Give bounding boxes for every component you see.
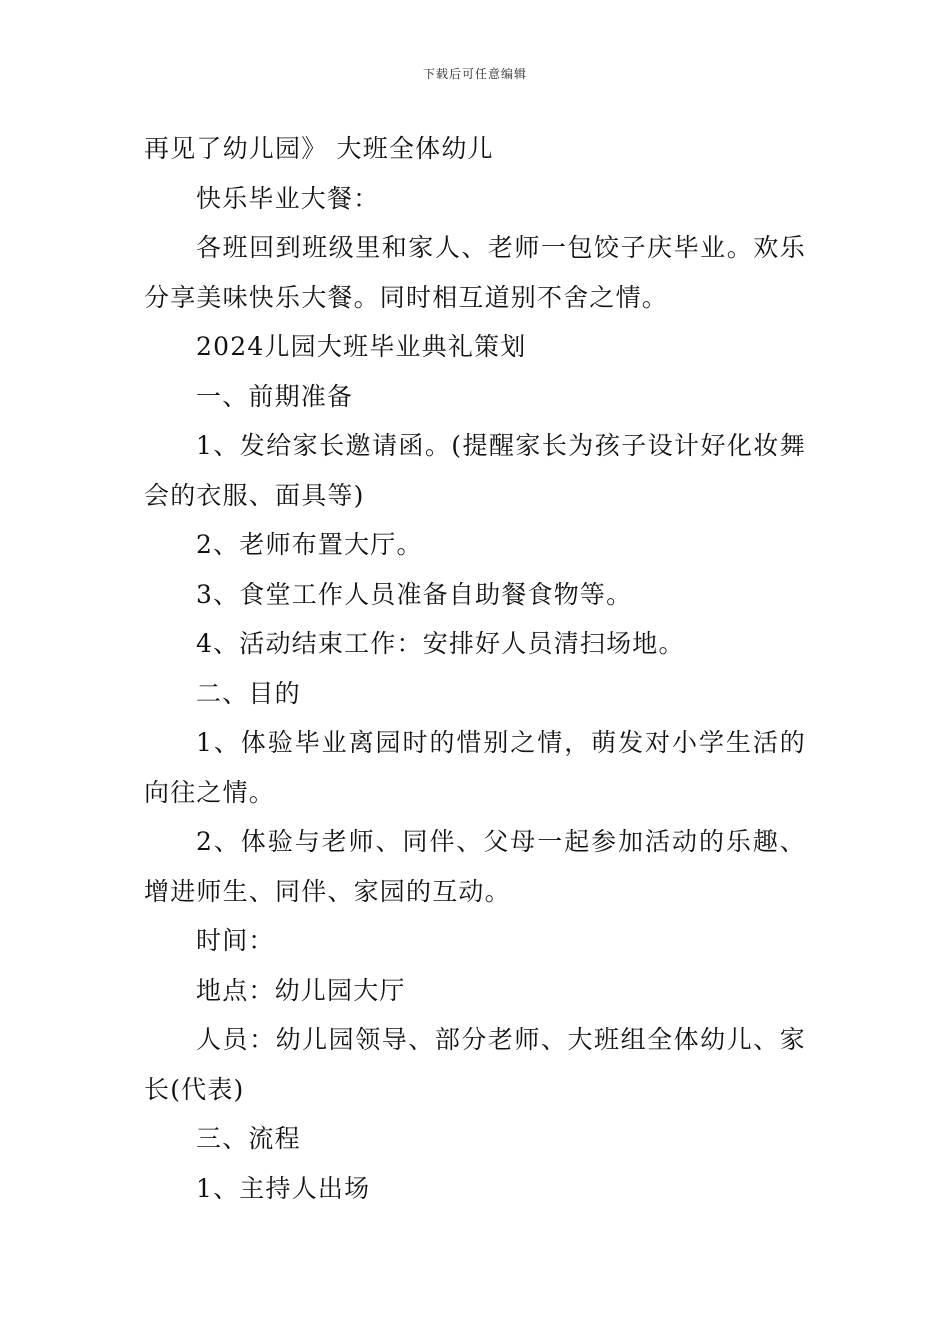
paragraph-plan-title: 2024儿园大班毕业典礼策划 (196, 332, 527, 361)
page-header-note: 下载后可任意编辑 (422, 67, 527, 81)
list-item-prep-3: 3、食堂工作人员准备自助餐食物等。 (196, 579, 633, 609)
section-heading-purpose: 二、目的 (196, 678, 301, 708)
list-item-prep-2: 2、老师布置大厅。 (196, 530, 423, 559)
list-item-purpose-2: 2、体验与老师、同伴、父母一起参加活动的乐趣、增进师生、同伴、家园的互动。 (144, 827, 806, 906)
paragraph-closing-line: 再见了幼儿园》 大班全体幼儿 (144, 134, 494, 163)
list-item-prep-1: 1、发给家长邀请函。(提醒家长为孩子设计好化妆舞会的衣服、面具等) (144, 431, 806, 510)
section-heading-preparation: 一、前期准备 (196, 381, 354, 411)
document-body (144, 124, 806, 1213)
list-item-purpose-1: 1、体验毕业离园时的惜别之情，萌发对小学生活的向往之情。 (144, 728, 806, 807)
list-item-process-1: 1、主持人出场 (196, 1173, 371, 1203)
paragraph-heading-graduation-meal: 快乐毕业大餐： (196, 183, 380, 213)
list-item-prep-4: 4、活动结束工作：安排好人员清扫场地。 (196, 629, 685, 658)
field-participants: 人员：幼儿园领导、部分老师、大班组全体幼儿、家长(代表) (144, 1025, 806, 1104)
section-heading-process: 三、流程 (196, 1124, 301, 1153)
field-location: 地点：幼儿园大厅 (196, 975, 406, 1005)
paragraph-meal-description: 各班回到班级里和家人、老师一包饺子庆毕业。欢乐分享美味快乐大餐。同时相互道别不舍之情。 (144, 233, 806, 312)
field-time: 时间： (196, 926, 275, 955)
